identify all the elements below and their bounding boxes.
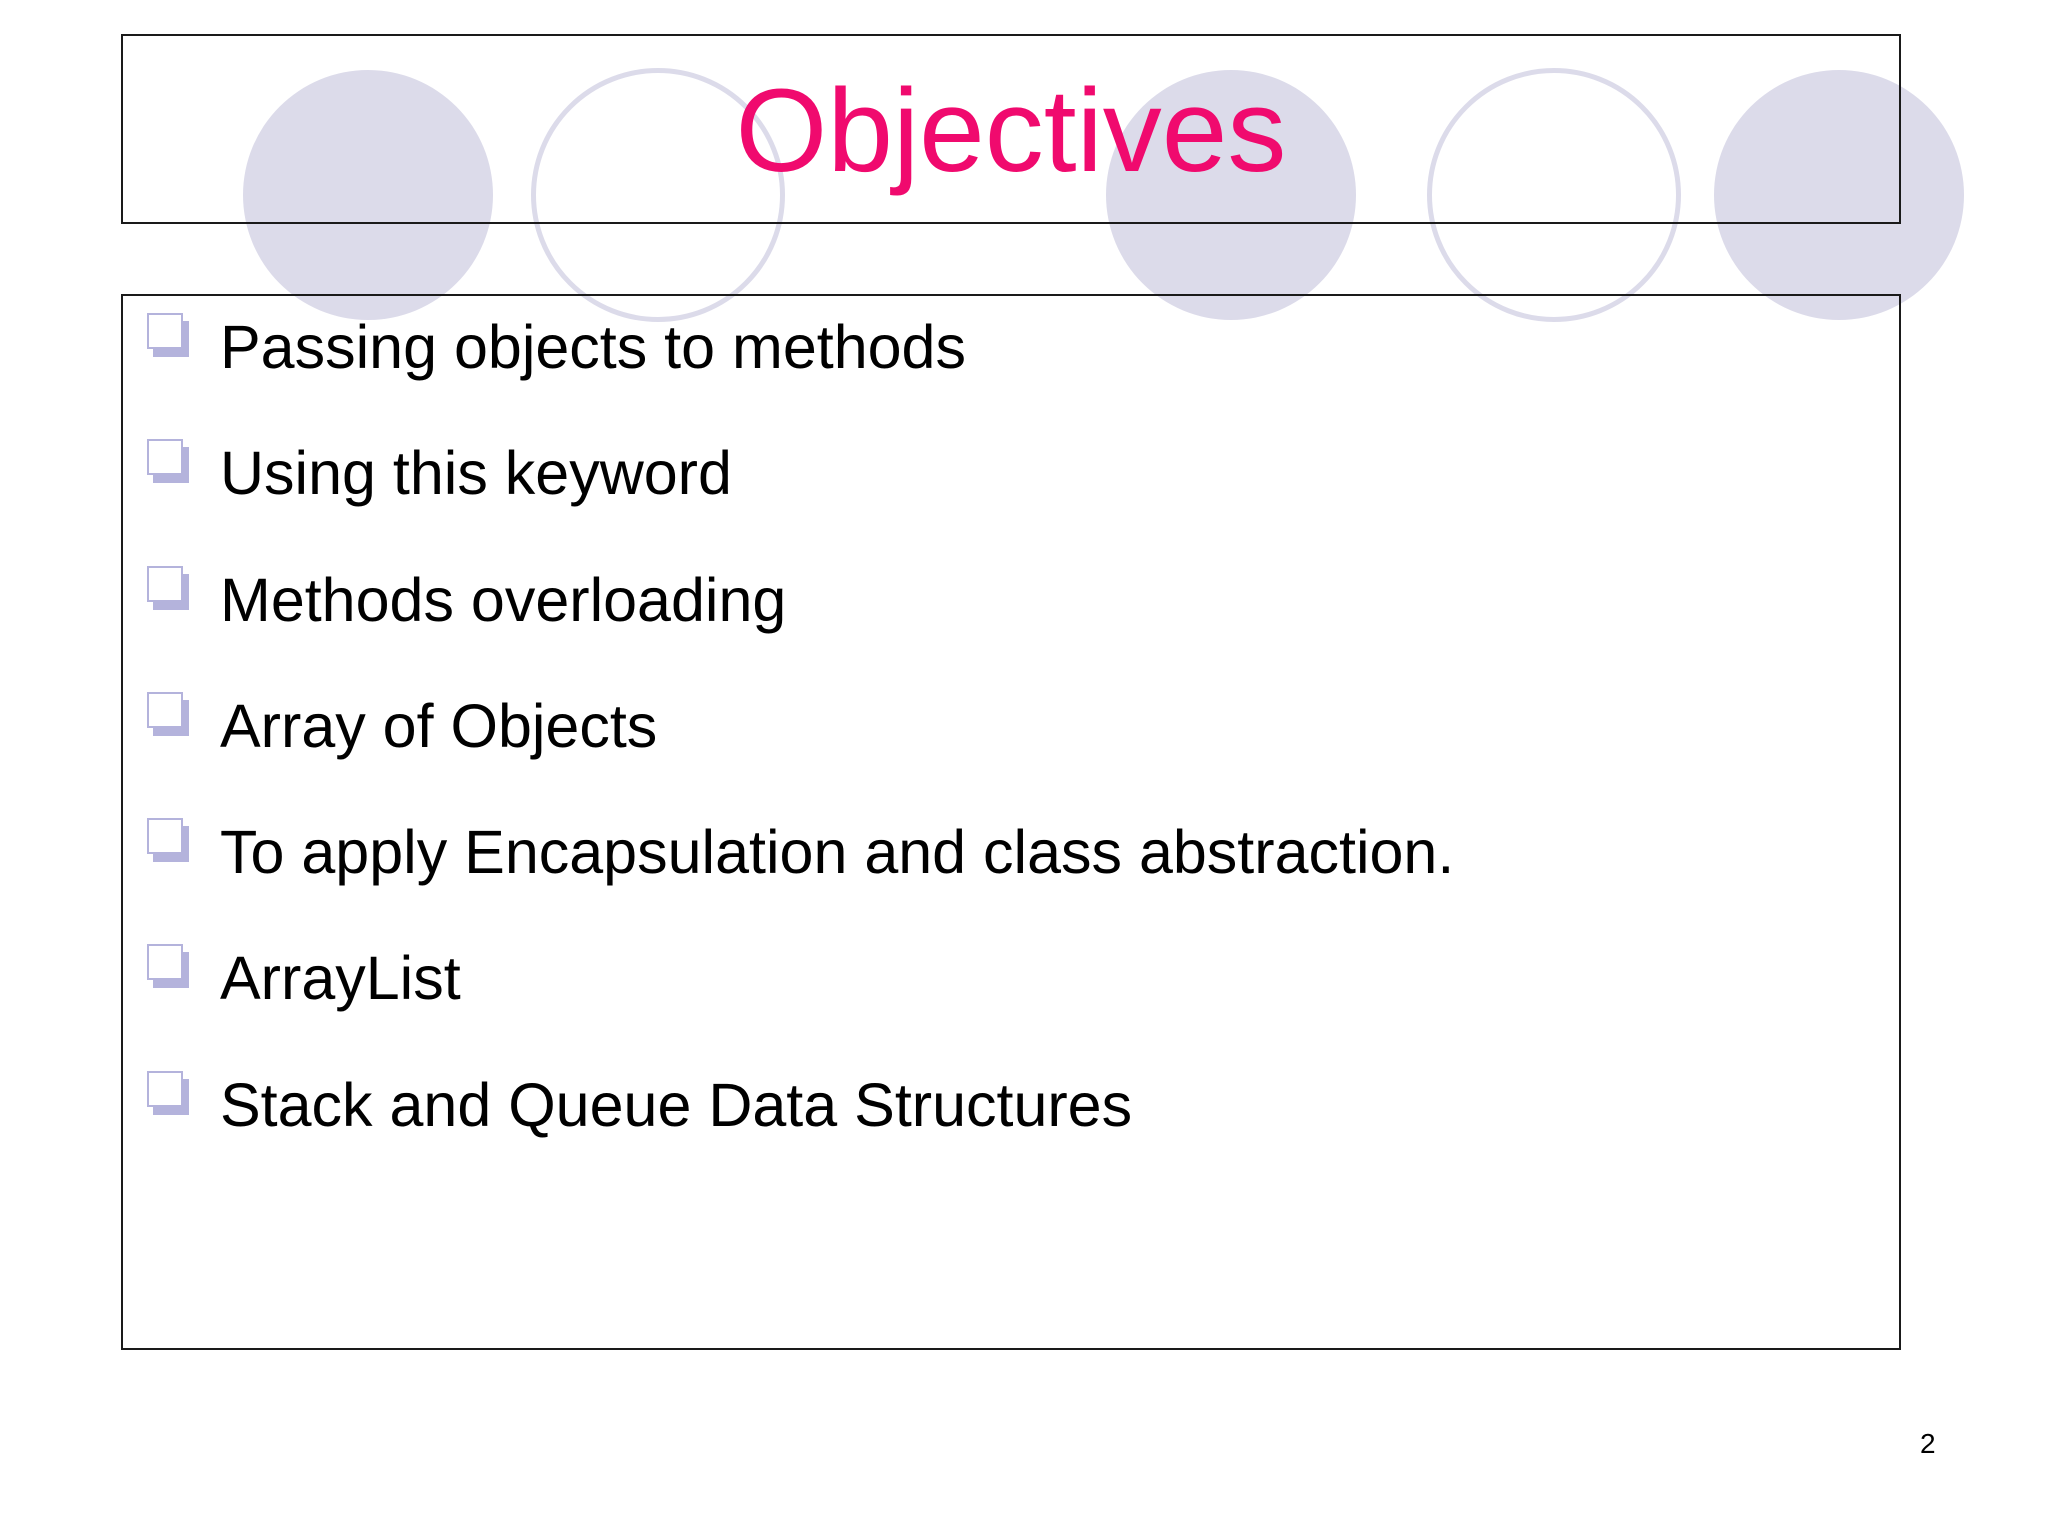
hollow-square-bullet-icon bbox=[147, 818, 191, 864]
list-item-text: Passing objects to methods bbox=[220, 313, 966, 381]
list-item-text: Stack and Queue Data Structures bbox=[220, 1070, 1133, 1139]
slide-title: Objectives bbox=[735, 65, 1287, 197]
list-item-text: Array of Objects bbox=[220, 691, 658, 760]
hollow-square-bullet-icon bbox=[147, 1071, 191, 1117]
list-item-text: Using this keyword bbox=[220, 439, 732, 508]
hollow-square-bullet-icon bbox=[147, 566, 191, 612]
hollow-square-bullet-icon bbox=[147, 313, 191, 359]
page-number: 2 bbox=[1920, 1428, 1936, 1459]
list-item-text: Methods overloading bbox=[220, 565, 787, 634]
hollow-square-bullet-icon bbox=[147, 692, 191, 738]
list-item-text: ArrayList bbox=[220, 944, 461, 1013]
list-item-text: To apply Encapsulation and class abstraction. bbox=[220, 818, 1455, 887]
hollow-square-bullet-icon bbox=[147, 944, 191, 990]
hollow-square-bullet-icon bbox=[147, 439, 191, 485]
